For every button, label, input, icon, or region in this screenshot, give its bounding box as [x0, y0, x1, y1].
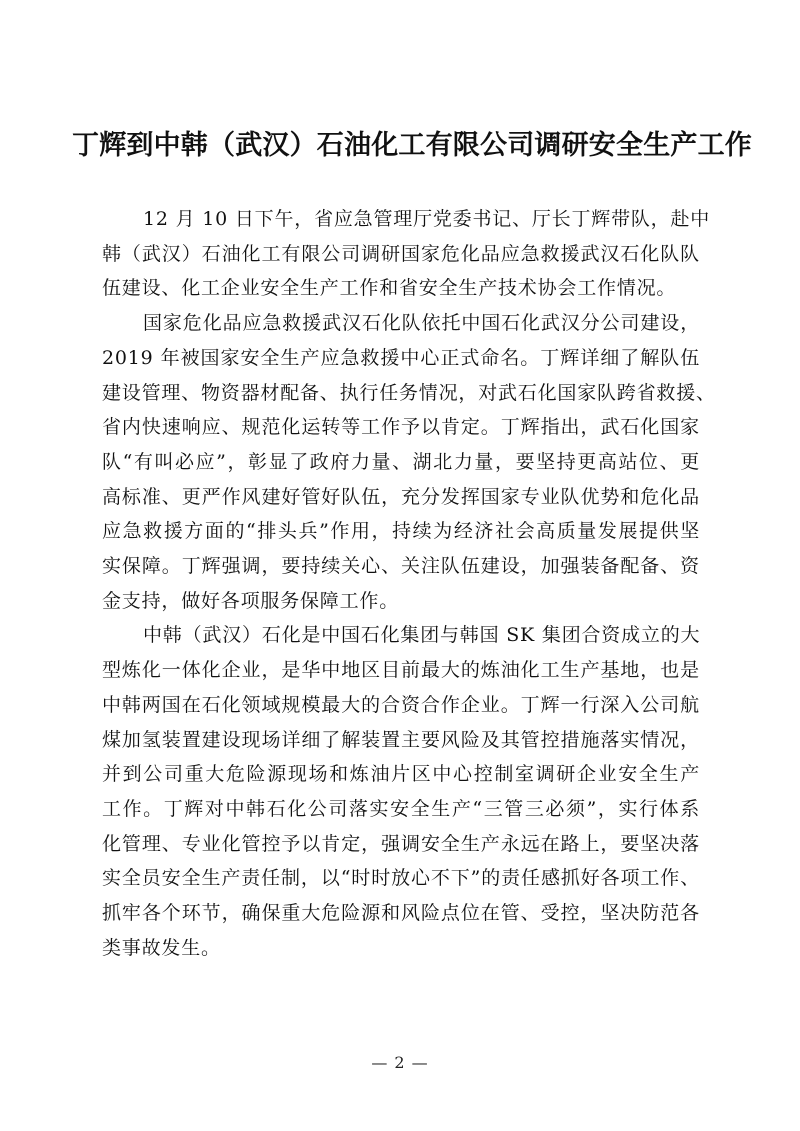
document-title: 丁辉到中韩（武汉）石油化工有限公司调研安全生产工作	[72, 130, 752, 161]
paragraph-line: 实全员安全生产责任制，以“时时放心不下”的责任感抓好各项工作、	[102, 867, 700, 890]
paragraph-line: 工作。丁辉对中韩石化公司落实安全生产“三管三必须”，实行体系	[102, 797, 700, 820]
paragraph-line: 中韩两国在石化领域规模最大的合资合作企业。丁辉一行深入公司航	[102, 693, 700, 716]
paragraph-line: 建设管理、物资器材配备、执行任务情况，对武石化国家队跨省救援、	[102, 381, 716, 404]
paragraph-line: 型炼化一体化企业，是华中地区目前最大的炼油化工生产基地，也是	[102, 659, 700, 682]
paragraph-line: 化管理、专业化管控予以肯定，强调安全生产永远在路上，要坚决落	[102, 832, 700, 855]
paragraph-line: 类事故发生。	[102, 936, 221, 959]
paragraph-line: 抓牢各个环节，确保重大危险源和风险点位在管、受控，坚决防范各	[102, 902, 700, 925]
paragraph-line: 中韩（武汉）石化是中国石化集团与韩国 SK 集团合资成立的大	[143, 624, 701, 647]
paragraph-line: 应急救援方面的“排头兵”作用，持续为经济社会高质量发展提供坚	[102, 520, 700, 543]
paragraph-line: 高标准、更严作风建好管好队伍，充分发挥国家专业队优势和危化品	[102, 485, 700, 508]
paragraph-line: 2019 年被国家安全生产应急救援中心正式命名。丁辉详细了解队伍	[102, 346, 700, 369]
paragraph-line: 韩（武汉）石油化工有限公司调研国家危化品应急救援武汉石化队队	[102, 242, 700, 265]
paragraph-line: 金支持，做好各项服务保障工作。	[102, 589, 400, 612]
paragraph-line: 国家危化品应急救援武汉石化队依托中国石化武汉分公司建设，	[143, 312, 700, 335]
paragraph-line: 队“有叫必应”，彰显了政府力量、湖北力量，要坚持更高站位、更	[102, 450, 700, 473]
paragraph-line: 伍建设、化工企业安全生产工作和省安全生产技术协会工作情况。	[102, 277, 677, 300]
paragraph-1	[102, 202, 711, 306]
paragraph-line: 并到公司重大危险源现场和炼油片区中心控制室调研企业安全生产	[102, 763, 700, 786]
page-number: — 2 —	[371, 1053, 429, 1072]
paragraph-2	[102, 306, 716, 618]
paragraph-line: 12 月 10 日下午，省应急管理厅党委书记、厅长丁辉带队，赴中	[143, 208, 711, 230]
paragraph-line: 煤加氢装置建设现场详细了解装置主要风险及其管控措施落实情况，	[102, 728, 700, 751]
paragraph-line: 实保障。丁辉强调，要持续关心、关注队伍建设，加强装备配备、资	[102, 555, 700, 578]
paragraph-line: 省内快速响应、规范化运转等工作予以肯定。丁辉指出，武石化国家	[102, 416, 700, 439]
paragraph-3	[102, 618, 700, 965]
document-body	[102, 202, 716, 965]
